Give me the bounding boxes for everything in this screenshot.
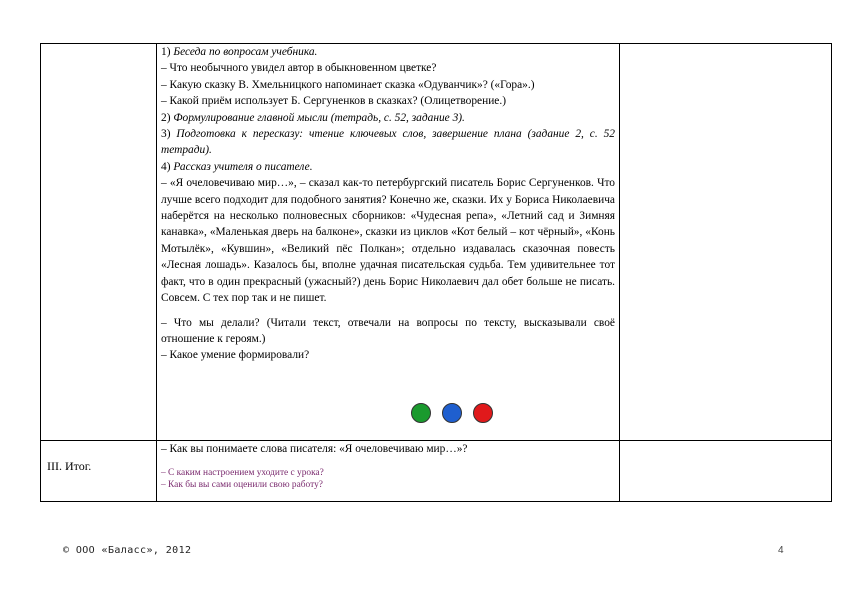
column-divider-1 xyxy=(156,44,157,501)
item-2-title: Формулирование главной мысли (тетрадь, с. 52, задание 3). xyxy=(173,111,465,124)
stage-label: III. Итог. xyxy=(47,459,92,473)
question-1: – Что необычного увидел автор в обыкновенном цветке? xyxy=(161,62,437,75)
question-2: – Какую сказку В. Хмельницкого напоминает сказка «Одуванчик»? («Гора».) xyxy=(161,78,535,91)
item-1-title: Беседа по вопросам учебника. xyxy=(173,46,318,58)
item-2: 2) Формулирование главной мысли (тетрадь, с. 52, задание 3). xyxy=(161,111,465,124)
summary-question-3: – Как бы вы сами оценили свою работу? xyxy=(161,480,323,491)
summary-question-1: – Как вы понимаете слова писателя: «Я очеловечиваю мир…»? xyxy=(161,443,468,455)
copyright-footer: © ООО «Баласс», 2012 xyxy=(63,545,192,556)
question-5: – Какое умение формировали? xyxy=(161,349,310,362)
item-4-title: Рассказ учителя о писателе. xyxy=(173,160,313,173)
summary-content-cell xyxy=(161,441,615,491)
column-divider-2 xyxy=(619,44,620,501)
question-3: – Какой приём использует Б. Сергуненков в сказках? (Олицетворение.) xyxy=(161,95,506,108)
item-3-title: Подготовка к пересказу: чтение ключевых слов, завершение плана (задание 2, с. 52 тетради). xyxy=(161,128,615,157)
question-4: – Что мы делали? (Читали текст, отвечали на вопросы по тексту, высказывали своё отношение к героям.) xyxy=(161,316,615,345)
green-circle xyxy=(411,403,431,423)
summary-question-2: – С каким настроением уходите с урока? xyxy=(161,468,324,478)
lesson-table xyxy=(40,43,832,502)
lesson-content-cell xyxy=(161,44,615,364)
red-circle xyxy=(473,403,493,423)
page-number: 4 xyxy=(778,545,784,556)
teacher-story: – «Я очеловечиваю мир…», – сказал как-то петербургский писатель Борис Сергуненков. Что лучше всего подходит для подобного занятия? Конечно же, сказки. Их у Бориса Николаевича наберётся на несколько полновесных сборников: «Чудесная репа», «Летний сад и Зимняя канавка», «Маленькая дверь на балконе», сказки из циклов «Кот белый – кот чёрный», «Конь Мотылёк», «Кувшин», «Великий пёс Полкан»; отдельно издавалась сказочная повесть «Лесная лошадь». Казалось бы, вполне удачная писательская судьба. Тем удивительнее тот факт, что в один прекрасный (ужасный?) день Борис Николаевич дал обет больше не писать. Совсем. С тех пор так и не пишет. xyxy=(161,177,615,305)
blue-circle xyxy=(442,403,462,423)
item-3: 3) Подготовка к пересказу: чтение ключевых слов, завершение плана (задание 2, с. 52 тетради). xyxy=(161,128,615,157)
item-4: 4) Рассказ учителя о писателе. xyxy=(161,160,313,173)
item-1: 1) Беседа по вопросам учебника. xyxy=(161,46,318,58)
